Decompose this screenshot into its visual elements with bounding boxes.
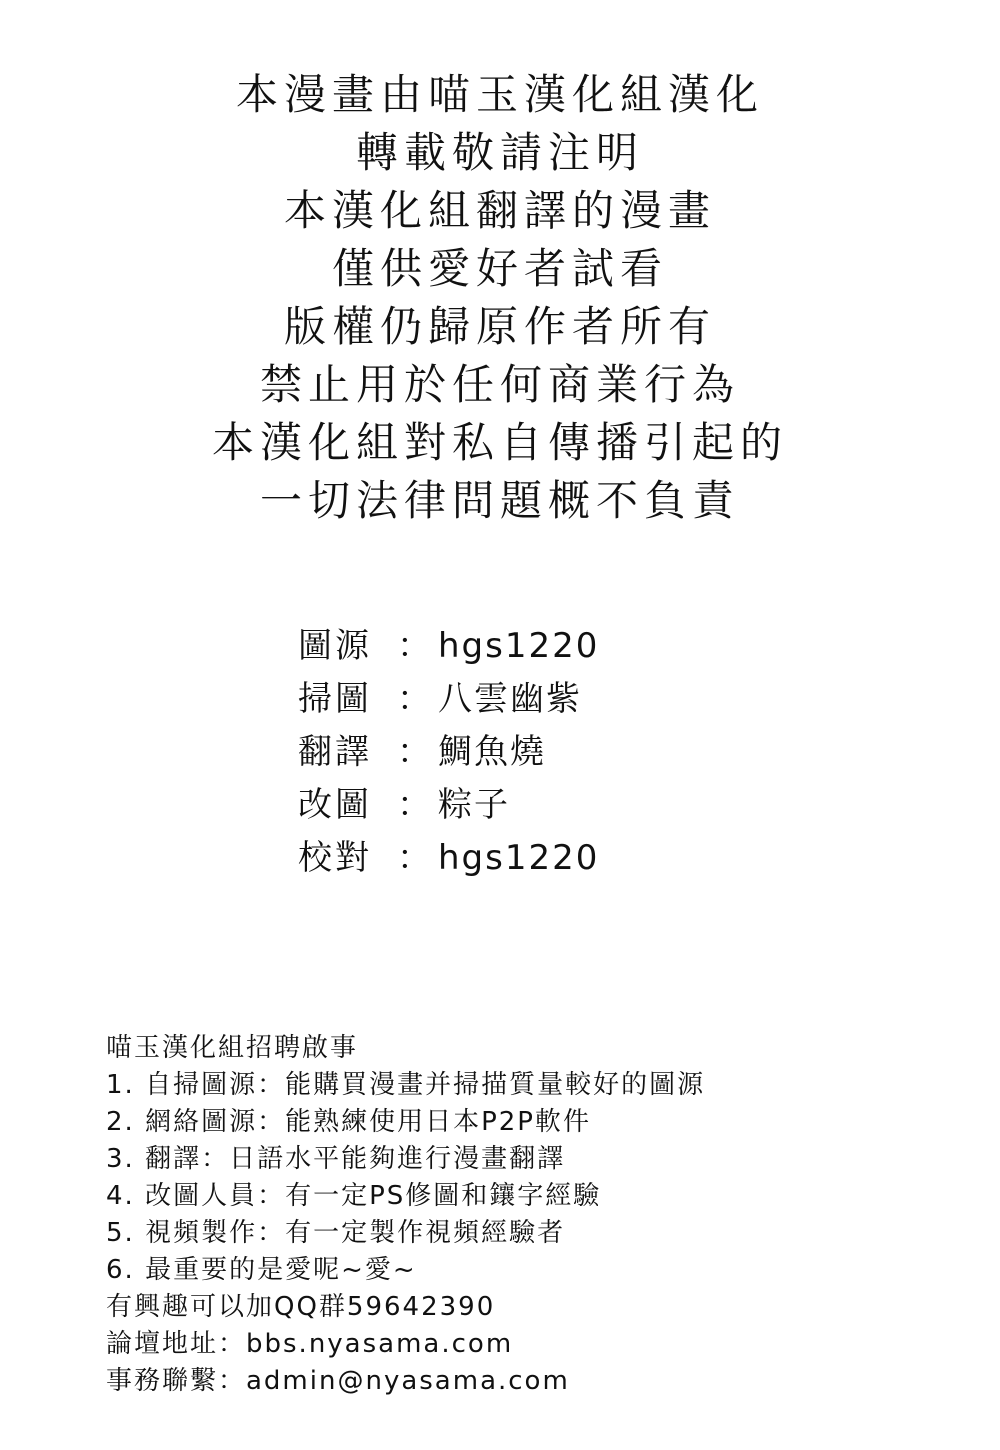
recruit-item: 1. 自掃圖源：能購買漫畫并掃描質量較好的圖源 bbox=[106, 1070, 706, 1100]
disclaimer-block bbox=[0, 66, 1000, 530]
recruit-title: 喵玉漢化組招聘啟事 bbox=[106, 1033, 359, 1063]
credits-block bbox=[298, 620, 798, 885]
disclaimer-line: 轉載敬請注明 bbox=[355, 128, 644, 177]
credit-colon: ： bbox=[397, 732, 431, 772]
credit-colon: ： bbox=[397, 679, 431, 719]
contact-line: 事務聯繫：admin@nyasama.com bbox=[106, 1366, 570, 1396]
disclaimer-line: 僅供愛好者試看 bbox=[331, 244, 668, 293]
credit-row bbox=[298, 726, 798, 779]
credit-role: 圖源 bbox=[298, 626, 372, 666]
disclaimer-line: 本漫畫由喵玉漢化組漢化 bbox=[235, 70, 764, 119]
credit-name: 八雲幽紫 bbox=[438, 679, 582, 719]
disclaimer-line: 版權仍歸原作者所有 bbox=[283, 302, 716, 351]
credit-colon: ： bbox=[397, 626, 431, 666]
credit-row bbox=[298, 620, 798, 673]
disclaimer-line: 一切法律問題概不負責 bbox=[259, 476, 740, 525]
credit-colon: ： bbox=[397, 838, 431, 878]
credit-role: 改圖 bbox=[298, 785, 372, 825]
qq-group-line: 有興趣可以加QQ群59642390 bbox=[106, 1292, 496, 1322]
credit-role: 掃圖 bbox=[298, 679, 372, 719]
credit-row bbox=[298, 779, 798, 832]
credit-name: 粽子 bbox=[438, 785, 510, 825]
recruit-item: 2. 網絡圖源：能熟練使用日本P2P軟件 bbox=[106, 1107, 591, 1137]
credit-name: 鯛魚燒 bbox=[438, 732, 546, 772]
recruit-item: 6. 最重要的是愛呢~愛~ bbox=[106, 1255, 417, 1285]
credit-name: hgs1220 bbox=[438, 838, 600, 878]
recruitment-notice bbox=[106, 1030, 966, 1400]
disclaimer-line: 本漢化組翻譯的漫畫 bbox=[283, 186, 716, 235]
credit-role: 校對 bbox=[298, 838, 372, 878]
credit-row bbox=[298, 673, 798, 726]
recruit-item: 3. 翻譯：日語水平能夠進行漫畫翻譯 bbox=[106, 1144, 566, 1174]
credit-name: hgs1220 bbox=[438, 626, 600, 666]
recruit-item: 4. 改圖人員：有一定PS修圖和鑲字經驗 bbox=[106, 1181, 602, 1211]
forum-address-line: 論壇地址：bbs.nyasama.com bbox=[106, 1329, 514, 1359]
disclaimer-line: 本漢化組對私自傳播引起的 bbox=[211, 418, 788, 467]
credit-colon: ： bbox=[397, 785, 431, 825]
disclaimer-line: 禁止用於任何商業行為 bbox=[259, 360, 740, 409]
credit-role: 翻譯 bbox=[298, 732, 372, 772]
recruit-item: 5. 視頻製作：有一定製作視頻經驗者 bbox=[106, 1218, 566, 1248]
credit-row bbox=[298, 832, 798, 885]
